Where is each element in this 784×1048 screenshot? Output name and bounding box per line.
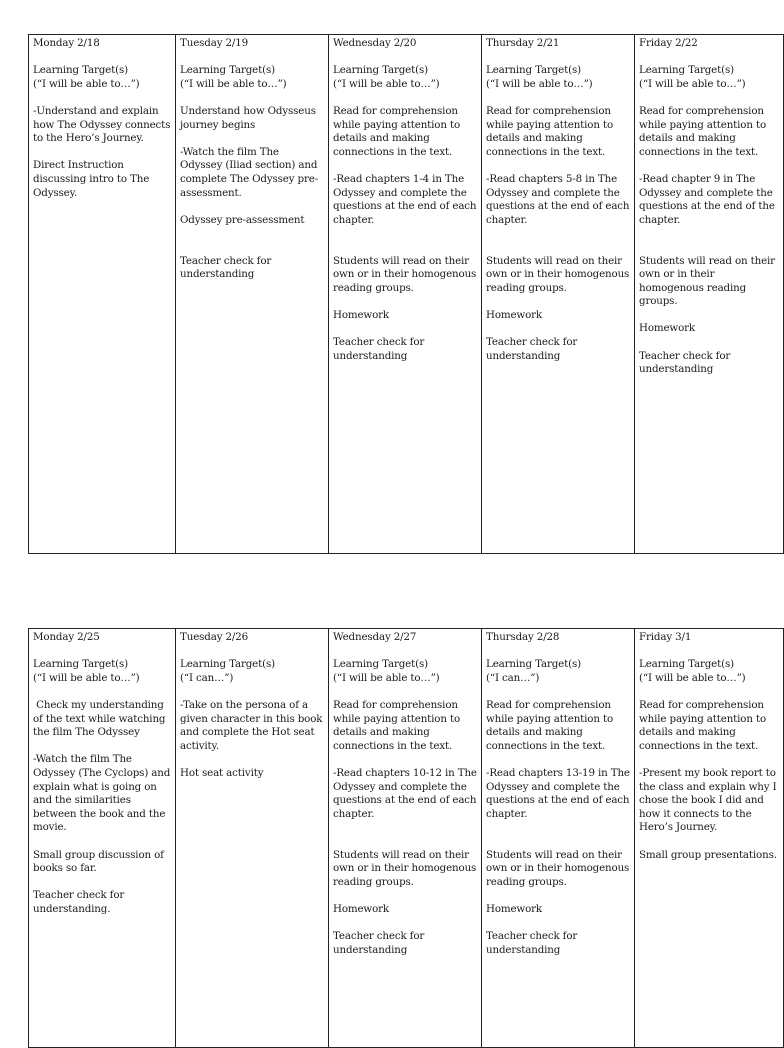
lesson-paragraph: Homework (486, 308, 543, 321)
lesson-paragraph: -Read chapter 9 in The Odyssey and complete the questions at the end of the chapter. (639, 172, 778, 226)
lesson-paragraph: -Read chapters 5-8 in The Odyssey and complete the questions at the end of each chapter. (486, 172, 633, 226)
learning-target-prompt: (“I will be able to…”) (33, 77, 140, 90)
lesson-paragraph: Odyssey pre-assessment (180, 213, 305, 226)
lesson-paragraph: Read for comprehension while paying attention to details and making connections in the text. (333, 698, 464, 752)
lesson-paragraph: Homework (333, 308, 390, 321)
lesson-paragraph: Teacher check for understanding. (33, 889, 128, 915)
lesson-paragraph: Teacher check for understanding (333, 336, 428, 362)
lesson-paragraph: -Understand and explain how The Odyssey connects to the Hero’s Journey. (33, 104, 174, 145)
day-cell-wednesday (329, 629, 482, 1048)
lesson-paragraph: Small group presentations. (639, 848, 777, 861)
lesson-paragraph: Teacher check for understanding (486, 930, 581, 956)
day-cell-thursday (482, 629, 635, 1048)
day-header: Wednesday 2/20 (333, 37, 417, 49)
learning-target-label: Learning Target(s) (486, 658, 581, 671)
learning-target-label: Learning Target(s) (180, 64, 275, 77)
lesson-paragraph: Teacher check for understanding (639, 349, 734, 376)
lesson-paragraph: -Take on the persona of a given character in this book and complete the Hot seat activity. (180, 698, 326, 752)
learning-target-label: Learning Target(s) (333, 658, 428, 671)
learning-target-prompt: (“I will be able to…”) (639, 671, 746, 684)
day-header: Tuesday 2/19 (180, 37, 249, 49)
lesson-paragraph: Read for comprehension while paying attention to details and making connections in the text. (333, 104, 464, 158)
day-header: Thursday 2/28 (486, 631, 560, 643)
day-cell-friday (635, 35, 784, 554)
lesson-paragraph: Students will read on their own or in their homogenous reading groups. (486, 848, 633, 888)
lesson-paragraph: Teacher check for understanding (333, 930, 428, 956)
lesson-paragraph: Students will read on their own or in their homogenous reading groups. (333, 254, 480, 294)
lesson-paragraph: Homework (486, 902, 543, 915)
lesson-paragraph: Read for comprehension while paying attention to details and making connections in the text. (639, 104, 770, 158)
learning-target-label: Learning Target(s) (486, 64, 581, 77)
learning-target-prompt: (“I will be able to…”) (333, 671, 440, 684)
lesson-paragraph: Check my understanding of the text while watching the film The Odyssey (33, 698, 169, 739)
learning-target-label: Learning Target(s) (639, 64, 734, 77)
week-1-table (28, 34, 784, 554)
day-header: Wednesday 2/27 (333, 631, 417, 643)
learning-target-label: Learning Target(s) (333, 64, 428, 77)
day-header: Friday 2/22 (639, 37, 698, 49)
lesson-paragraph: Read for comprehension while paying attention to details and making connections in the text. (639, 698, 770, 752)
lesson-paragraph: Teacher check for understanding (486, 336, 581, 362)
lesson-paragraph: Read for comprehension while paying attention to details and making connections in the text. (486, 698, 617, 752)
learning-target-label: Learning Target(s) (33, 658, 128, 671)
learning-target-prompt: (“I can…”) (180, 671, 234, 684)
lesson-paragraph: Students will read on their own or in their homogenous reading groups. (333, 848, 480, 888)
learning-target-prompt: (“I will be able to…”) (486, 77, 593, 90)
lesson-paragraph: Hot seat activity (180, 766, 264, 779)
lesson-paragraph: Students will read on their own or in their homogenous reading groups. (639, 254, 779, 308)
lesson-paragraph: -Read chapters 1-4 in The Odyssey and complete the questions at the end of each chapter. (333, 172, 480, 226)
learning-target-label: Learning Target(s) (639, 658, 734, 671)
learning-target-prompt: (“I will be able to…”) (180, 77, 287, 90)
lesson-paragraph: -Read chapters 13-19 in The Odyssey and complete the questions at the end of each chapter. (486, 766, 633, 820)
day-header: Tuesday 2/26 (180, 631, 249, 643)
week-row (29, 35, 784, 554)
week-row (29, 629, 784, 1048)
learning-target-prompt: (“I will be able to…”) (33, 671, 140, 684)
week-2-table (28, 628, 784, 1048)
lesson-paragraph: Homework (639, 322, 696, 335)
lesson-paragraph: -Watch the film The Odyssey (Iliad section) and complete The Odyssey pre-assessment. (180, 145, 321, 199)
lesson-paragraph: -Read chapters 10-12 in The Odyssey and complete the questions at the end of each chapter. (333, 766, 480, 820)
lesson-paragraph: Students will read on their own or in their homogenous reading groups. (486, 254, 633, 294)
lesson-paragraph: Read for comprehension while paying attention to details and making connections in the text. (486, 104, 617, 158)
lesson-paragraph: Teacher check for understanding (180, 254, 275, 281)
learning-target-label: Learning Target(s) (33, 64, 128, 77)
day-cell-thursday (482, 35, 635, 554)
day-cell-wednesday (329, 35, 482, 554)
day-cell-tuesday (176, 629, 329, 1048)
lesson-paragraph: Understand how Odysseus journey begins (180, 104, 319, 131)
lesson-paragraph: -Present my book report to the class and explain why I chose the book I did and how it connects to the Hero’s Journey. (639, 766, 780, 834)
lesson-paragraph: Small group discussion of books so far. (33, 848, 167, 875)
lesson-paragraph: -Watch the film The Odyssey (The Cyclops) and explain what is going on and the similarities between the book and the movie. (33, 753, 174, 834)
lesson-paragraph: Direct Instruction discussing intro to The Odyssey. (33, 159, 153, 199)
learning-target-prompt: (“I will be able to…”) (639, 77, 746, 90)
day-cell-tuesday (176, 35, 329, 554)
day-cell-monday (29, 35, 176, 554)
day-cell-friday (635, 629, 784, 1048)
day-header: Thursday 2/21 (486, 37, 560, 49)
day-cell-monday (29, 629, 176, 1048)
day-header: Friday 3/1 (639, 631, 692, 643)
day-header: Monday 2/25 (33, 631, 100, 643)
learning-target-prompt: (“I can…”) (486, 671, 540, 684)
day-header: Monday 2/18 (33, 37, 100, 49)
learning-target-label: Learning Target(s) (180, 658, 275, 671)
learning-target-prompt: (“I will be able to…”) (333, 77, 440, 90)
lesson-paragraph: Homework (333, 902, 390, 915)
